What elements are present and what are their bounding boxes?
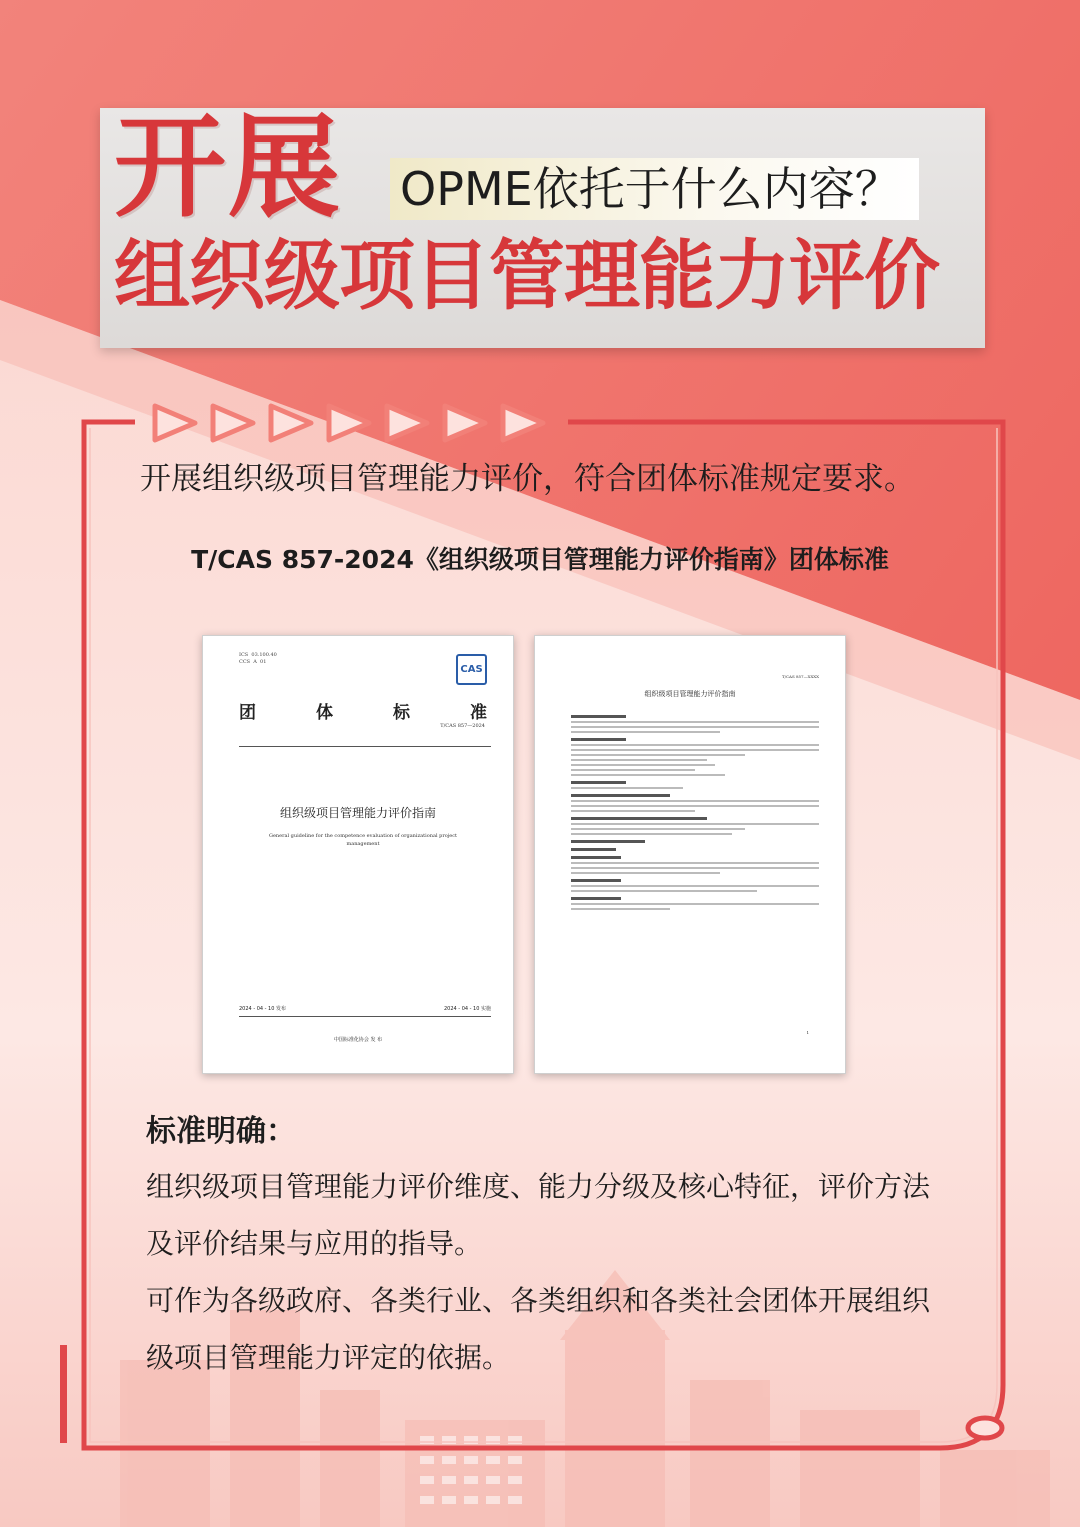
banner-title-sub: 组织级项目管理能力评价 bbox=[114, 231, 939, 320]
section-paragraph-1: 组织级项目管理能力评价维度、能力分级及核心特征，评价方法及评价结果与应用的指导。 bbox=[146, 1170, 931, 1260]
standard-cover-page bbox=[202, 635, 514, 1074]
cover-english-name: General guideline for the competence evaluation of organizational project management bbox=[268, 833, 458, 847]
page-number: 1 bbox=[806, 1030, 809, 1035]
section-paragraph-2: 可作为各级政府、各类行业、各类组织和各类社会团体开展组织级项目管理能力评定的依据。 bbox=[146, 1284, 931, 1374]
banner-title-main: 开展 bbox=[114, 103, 342, 233]
cover-publisher: 中国标准化协会 发 布 bbox=[333, 1037, 383, 1043]
cover-name: 组织级项目管理能力评价指南 bbox=[279, 806, 436, 820]
page-title: 组织级项目管理能力评价指南 bbox=[644, 690, 736, 698]
standard-content-page bbox=[534, 635, 846, 1074]
page-code: T/CAS 857—XXXX bbox=[781, 674, 819, 679]
ring-decoration bbox=[968, 1418, 1002, 1438]
cas-logo: CAS bbox=[456, 654, 487, 685]
section-title: 标准明确： bbox=[146, 1114, 296, 1149]
cover-meta: ICS 03.100.40 CCS A 01 bbox=[239, 652, 277, 665]
frame-accent-bar bbox=[60, 1345, 67, 1443]
standard-title: T/CAS 857-2024《组织级项目管理能力评价指南》团体标准 bbox=[191, 545, 889, 574]
intro-text: 开展组织级项目管理能力评价，符合团体标准规定要求。 bbox=[140, 461, 915, 497]
page-body-lines bbox=[571, 710, 819, 913]
cover-code: T/CAS 857—2024 bbox=[440, 723, 485, 729]
arrow-decoration bbox=[155, 406, 543, 440]
cover-dates: 2024 - 04 - 10 发布 2024 - 04 - 10 实施 bbox=[239, 1006, 491, 1012]
banner-question: OPME依托于什么内容？ bbox=[390, 158, 919, 220]
cover-heading: 团 体 标 准 bbox=[239, 703, 487, 723]
